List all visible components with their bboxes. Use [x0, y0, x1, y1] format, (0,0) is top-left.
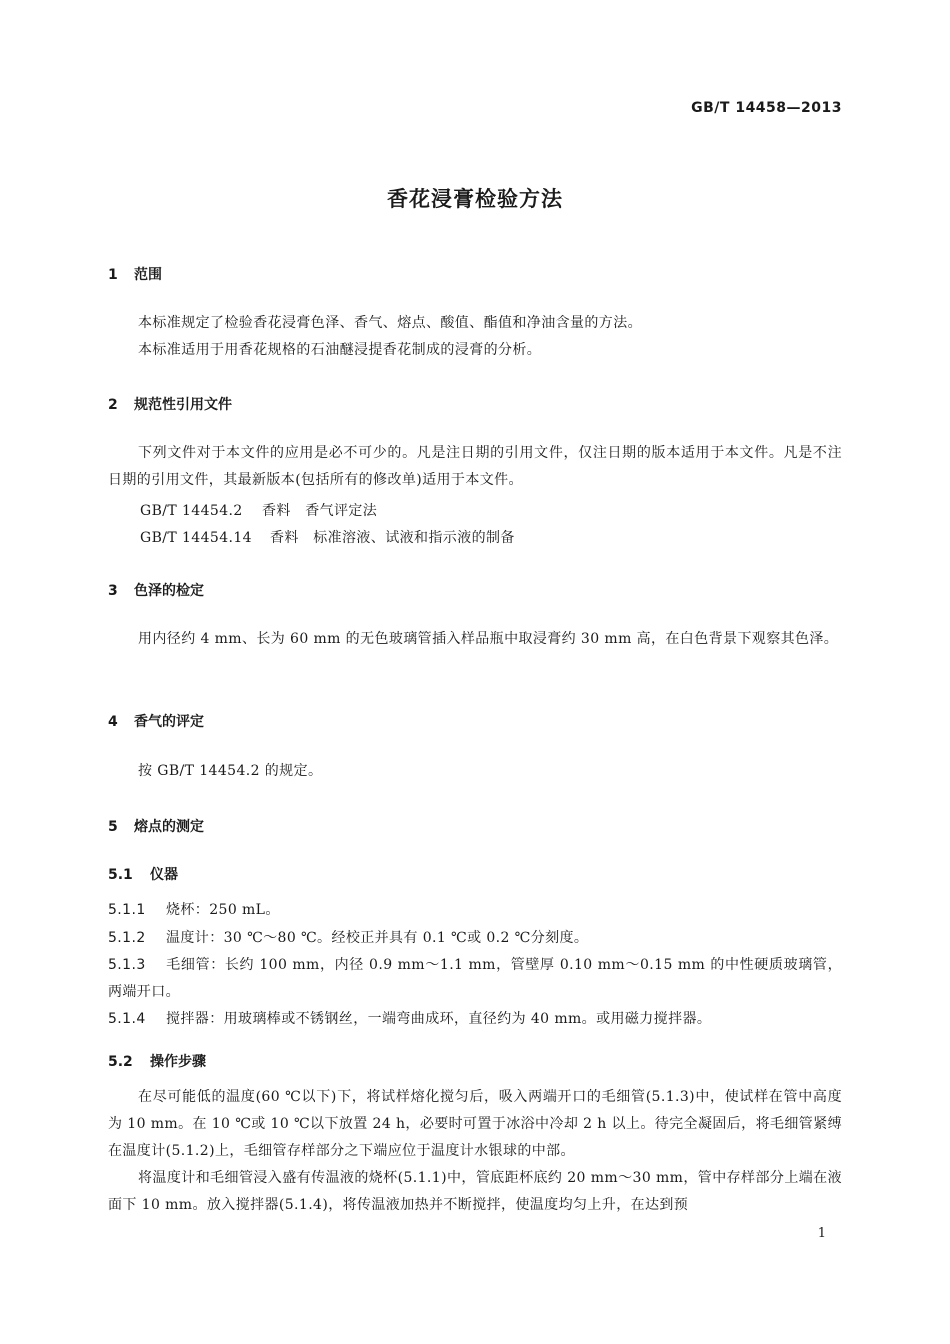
item-text: 温度计：30 ℃～80 ℃。经校正并具有 0.1 ℃或 0.2 ℃分刻度。 — [166, 930, 589, 946]
section-title: 熔点的测定 — [134, 819, 204, 835]
section-number: 5.1 — [108, 867, 133, 883]
section-title: 规范性引用文件 — [134, 397, 232, 413]
list-item — [108, 897, 842, 924]
reference-code: GB/T 14454.14 — [140, 530, 252, 546]
item-text: 搅拌器：用玻璃棒或不锈钢丝，一端弯曲成环，直径约为 40 mm。或用磁力搅拌器。 — [166, 1011, 712, 1027]
subsection-heading-5-2 — [108, 1051, 206, 1071]
reference-item — [140, 527, 515, 547]
paragraph: 将温度计和毛细管浸入盛有传温液的烧杯(5.1.1)中，管底距杯底约 20 mm～30 mm，管中存样部分上端在液面下 10 mm。放入搅拌器(5.1.4)，将传温液加热并不断搅拌，使温度均匀上升，在达到预 — [108, 1170, 842, 1213]
section-title: 香气的评定 — [134, 714, 204, 730]
section-number: 3 — [108, 583, 118, 599]
subsection-heading-5-1 — [108, 864, 178, 884]
reference-code: GB/T 14454.2 — [140, 503, 243, 519]
reference-title: 香料 标准溶液、试液和指示液的制备 — [270, 530, 515, 546]
paragraph: 用内径约 4 mm、长为 60 mm 的无色玻璃管插入样品瓶中取浸膏约 30 mm 高，在白色背景下观察其色泽。 — [138, 631, 839, 647]
reference-title: 香料 香气评定法 — [262, 503, 378, 519]
section-heading-1 — [108, 264, 162, 284]
section-heading-3 — [108, 580, 204, 600]
paragraph: 按 GB/T 14454.2 的规定。 — [138, 763, 323, 779]
item-number: 5.1.3 — [108, 957, 146, 973]
paragraph: 本标准规定了检验香花浸膏色泽、香气、熔点、酸值、酯值和净油含量的方法。 — [138, 315, 642, 331]
paragraph: 下列文件对于本文件的应用是必不可少的。凡是注日期的引用文件，仅注日期的版本适用于本文件。凡是不注日期的引用文件，其最新版本(包括所有的修改单)适用于本文件。 — [108, 445, 842, 488]
section-title: 操作步骤 — [150, 1054, 206, 1070]
section-title: 仪器 — [150, 867, 178, 883]
page-number: 1 — [817, 1226, 826, 1241]
item-text: 毛细管：长约 100 mm，内径 0.9 mm～1.1 mm，管壁厚 0.10 mm～0.15 mm 的中性硬质玻璃管，两端开口。 — [108, 957, 842, 1000]
section-number: 1 — [108, 267, 118, 283]
item-number: 5.1.2 — [108, 930, 146, 946]
reference-item — [140, 500, 377, 520]
item-number: 5.1.4 — [108, 1011, 146, 1027]
item-text: 烧杯：250 mL。 — [166, 902, 280, 918]
section-number: 5 — [108, 819, 118, 835]
section-heading-5 — [108, 816, 204, 836]
document-title: 香花浸膏检验方法 — [387, 187, 563, 211]
list-item — [108, 1006, 842, 1033]
list-item — [108, 925, 842, 952]
section-heading-2 — [108, 394, 232, 414]
section-title: 范围 — [134, 267, 162, 283]
paragraph: 在尽可能低的温度(60 ℃以下)下，将试样熔化搅匀后，吸入两端开口的毛细管(5.1.3)中，使试样在管中高度为 10 mm。在 10 ℃或 10 ℃以下放置 24 h，必要时可置于冰浴中冷却 2 h 以上。待完全凝固后，将毛细管紧缚在温度计(5.1.2)上，毛细管存样部分之下端应位于温度计水银球的中部。 — [108, 1089, 842, 1159]
section-number: 4 — [108, 714, 118, 730]
section-heading-4 — [108, 711, 204, 731]
section-number: 2 — [108, 397, 118, 413]
item-number: 5.1.1 — [108, 902, 146, 918]
list-item — [108, 952, 842, 1006]
standard-code: GB/T 14458—2013 — [691, 100, 842, 116]
section-number: 5.2 — [108, 1054, 133, 1070]
paragraph: 本标准适用于用香花规格的石油醚浸提香花制成的浸膏的分析。 — [138, 342, 542, 358]
section-title: 色泽的检定 — [134, 583, 204, 599]
